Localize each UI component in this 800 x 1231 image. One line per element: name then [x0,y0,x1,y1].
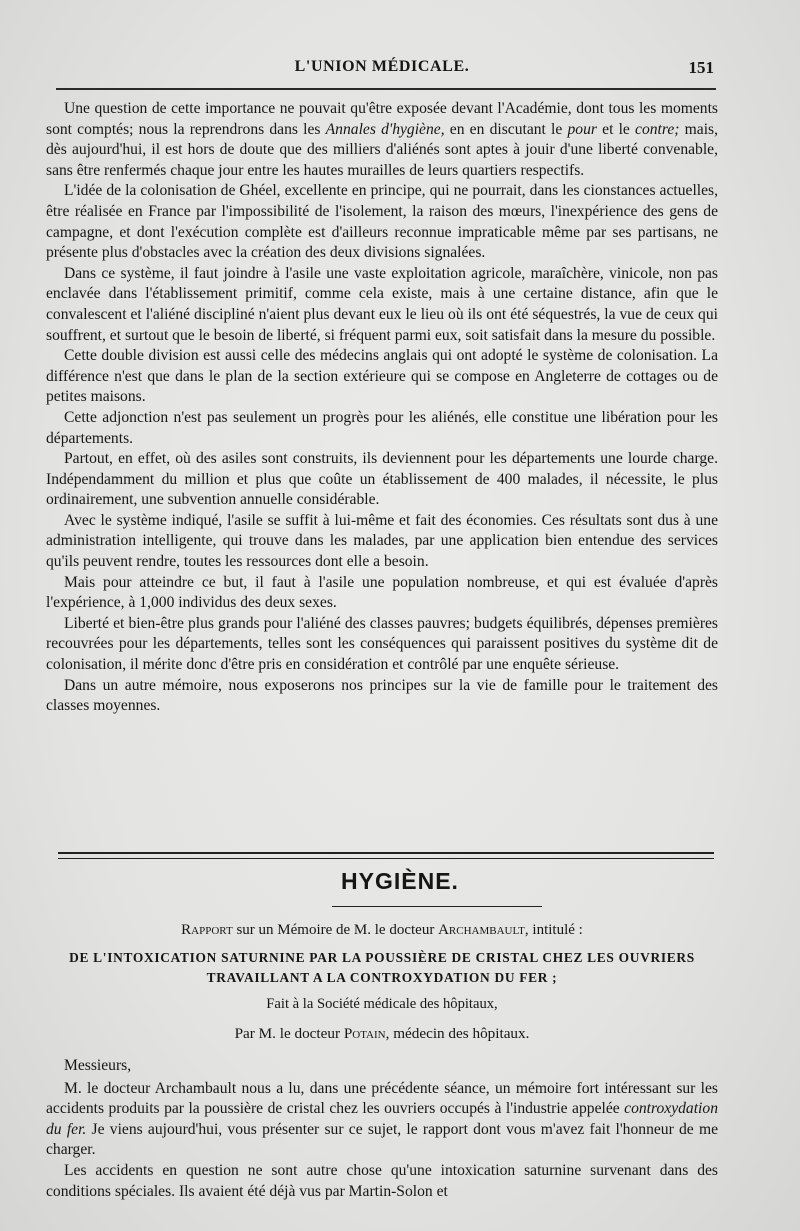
header-rule [56,88,716,90]
title-rule [332,906,542,907]
report-venue: Fait à la Société médicale des hôpitaux, [266,996,498,1012]
report-body [46,1056,718,1202]
report-lead: Rapport sur un Mémoire de M. le docteur Archambault, intitulé : [181,922,583,938]
paragraph: Liberté et bien-être plus grands pour l'aliéné des classes pauvres; budgets équilibrés, dépenses premières recouvrées pour les départements, telles sont les conséquences qui paraissent positives du système dit de colonisation, il mérite donc d'être pris en considération et contrôlé par une enquête sérieuse. [46,614,718,674]
paragraph: Dans ce système, il faut joindre à l'asile une vaste exploitation agricole, maraîchère, vinicole, non pas enclavée dans l'établissement primitif, comme cela existe, mais à une certaine distance, afin que le convalescent et l'aliéné discipliné n'aient plus devant eux le lieu où ils ont été séquestrés, la vue de ceux qui souffrent, et surtout que le besoin de liberté, si fréquent parmi eux, soit satisfait dans la mesure du possible. [46,264,718,344]
report-byline: Par M. le docteur Potain, médecin des hôpitaux. [234,1025,530,1042]
paragraph: Cette adjonction n'est pas seulement un progrès pour les aliénés, elle constitue une libération pour les départements. [46,408,718,447]
article-body [46,99,718,717]
report-title: DE L'INTOXICATION SATURNINE PAR LA POUSSIÈRE DE CRISTAL CHEZ LES OUVRIERS TRAVAILLANT A LA CONTROXYDATION DU FER ; [69,950,695,985]
salutation: Messieurs, [64,1057,132,1074]
running-title: L'UNION MÉDICALE. [294,58,470,75]
paragraph: Les accidents en question ne sont autre chose qu'une intoxication saturnine survenant dans des conditions spéciales. Ils avaient été déjà vus par Martin-Solon et [46,1161,718,1200]
paragraph: Partout, en effet, où des asiles sont construits, ils deviennent pour les départements une lourde charge. Indépendamment du million et plus que coûte un établissement de 400 malades, il nécessite, le plus ordinairement, une subvention annuelle considérable. [46,450,718,509]
paragraph: Mais pour atteindre ce but, il faut à l'asile une population nombreuse, et qui est évaluée d'après l'expérience, à 1,000 individus des deux sexes. [46,573,718,612]
paragraph: Avec le système indiqué, l'asile se suffit à lui-même et fait des économies. Ces résultats sont dus à une administration intelligente, qui trouve dans les malades, par une application bien entendue des services qu'ils peuvent rendre, toutes les ressources dont elle a besoin. [46,511,718,571]
paragraph: L'idée de la colonisation de Ghéel, excellente en principe, qui ne pourrait, dans les cionstances actuelles, être réalisée en France par l'impossibilité de l'isolement, la raison des mœurs, l'inexpérience des gens de campagne, et dont l'exécution complète est d'ailleurs reconnue impraticable même par ses partisans, ne présente plus d'obstacles avec la création des deux divisions signalées. [46,182,718,262]
section-title: HYGIÈNE. [341,868,459,894]
page-header [50,58,714,82]
section-divider [58,852,714,859]
paragraph: Une question de cette importance ne pouvait qu'être exposée devant l'Académie, dont tous les moments sont comptés; nous la reprendrons dans les Annales d'hygiène, en en discutant le pour et le contre; mais, dès aujourd'hui, il est hors de doute que des milliers d'aliénés sont aptes à jouir d'une liberté convenable, sans être renfermés chaque jour entre les hautes murailles de leurs quartiers respectifs. [46,100,719,179]
paragraph: Dans un autre mémoire, nous exposerons nos principes sur la vie de famille pour le traitement des classes moyennes. [46,676,718,715]
paragraph: Cette double division est aussi celle des médecins anglais qui ont adopté le système de colonisation. La différence n'est que dans le plan de la section extérieure qui se compose en Angleterre de cottages ou de petites maisons. [46,347,718,406]
paragraph: M. le docteur Archambault nous a lu, dans une précédente séance, un mémoire fort intéressant sur les accidents produits par la poussière de cristal chez les ouvriers occupés à l'industrie appelée controxydation du fer. Je viens aujourd'hui, vous présenter sur ce sujet, le rapport dont vous m'avez fait l'honneur de me charger. [46,1079,719,1159]
page-number: 151 [688,58,714,77]
